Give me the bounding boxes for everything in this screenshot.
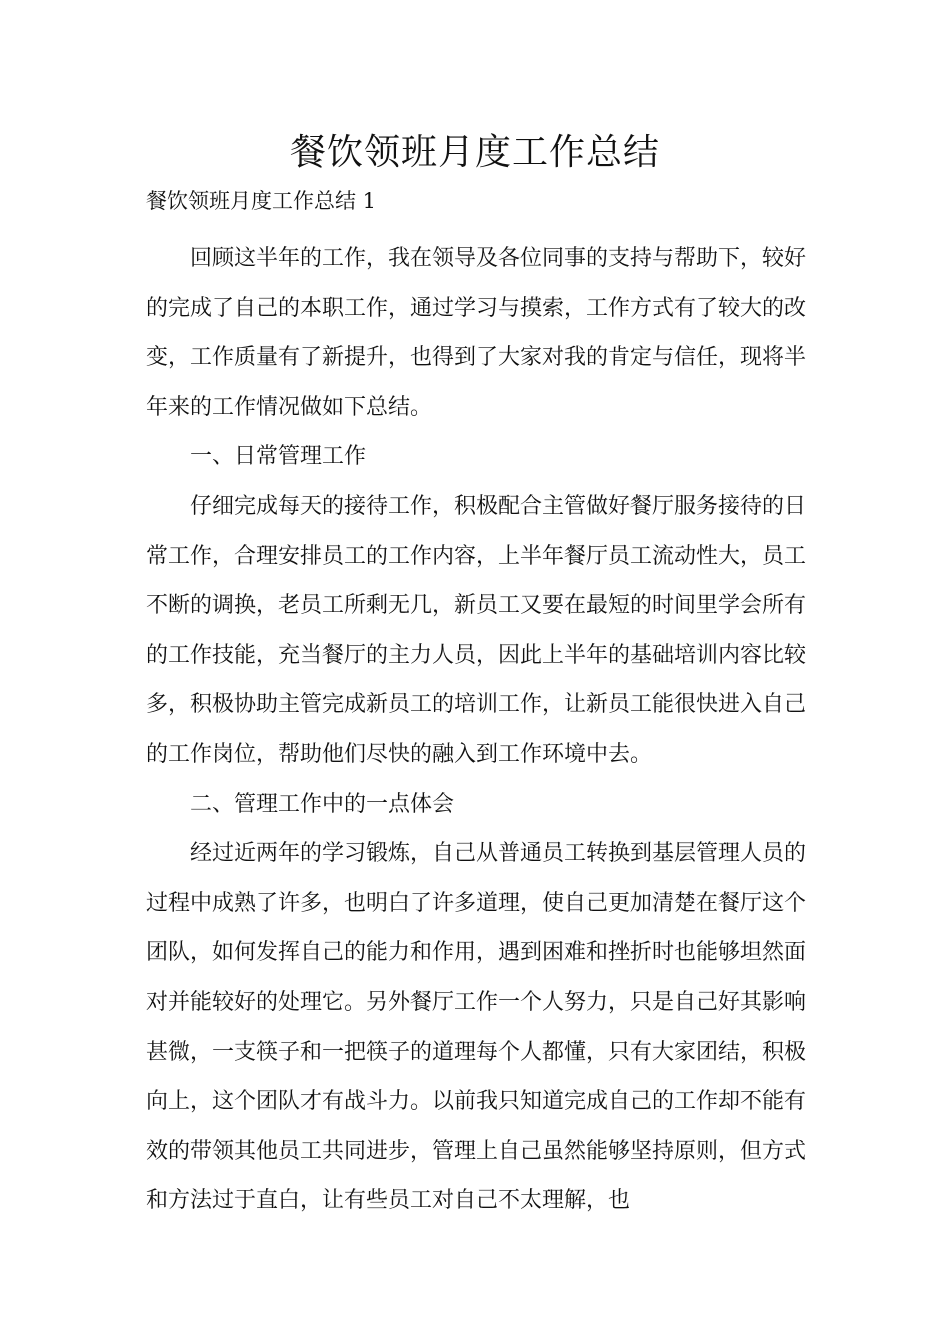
section-heading-daily-management: 一、日常管理工作 (190, 444, 367, 470)
section-heading-management-insights: 二、管理工作中的一点体会 (190, 791, 455, 817)
paragraph-management-insights: 经过近两年的学习锻炼，自己从普通员工转换到基层管理人员的过程中成熟了许多，也明白了许多道理，使自己更加清楚在餐厅这个团队，如何发挥自己的能力和作用，遇到困难和挫折时也能够坦然面对并能较好的处理它。另外餐厅工作一个人努力，只是自己好其影响甚微，一支筷子和一把筷子的道理每个人都懂，只有大家团结，积极向上，这个团队才有战斗力。以前我只知道完成自己的工作却不能有效的带领其他员工共同进步，管理上自己虽然能够坚持原则，但方式和方法过于直白，让有些员工对自己不太理解，也 (146, 841, 807, 1214)
paragraph-daily-management: 仔细完成每天的接待工作，积极配合主管做好餐厅服务接待的日常工作，合理安排员工的工作内容，上半年餐厅员工流动性大，员工不断的调换，老员工所剩无几，新员工又要在最短的时间里学会所有的工作技能，充当餐厅的主力人员，因此上半年的基础培训内容比较多，积极协助主管完成新员工的培训工作，让新员工能很快进入自己的工作岗位，帮助他们尽快的融入到工作环境中去。 (146, 493, 807, 767)
document-subtitle: 餐饮领班月度工作总结 1 (146, 189, 377, 213)
document-body (146, 234, 806, 1226)
document-title: 餐饮领班月度工作总结 (289, 132, 660, 173)
paragraph-intro: 回顾这半年的工作，我在领导及各位同事的支持与帮助下，较好的完成了自己的本职工作，通过学习与摸索，工作方式有了较大的改变，工作质量有了新提升，也得到了大家对我的肯定与信任，现将半年来的工作情况做如下总结。 (146, 246, 807, 420)
